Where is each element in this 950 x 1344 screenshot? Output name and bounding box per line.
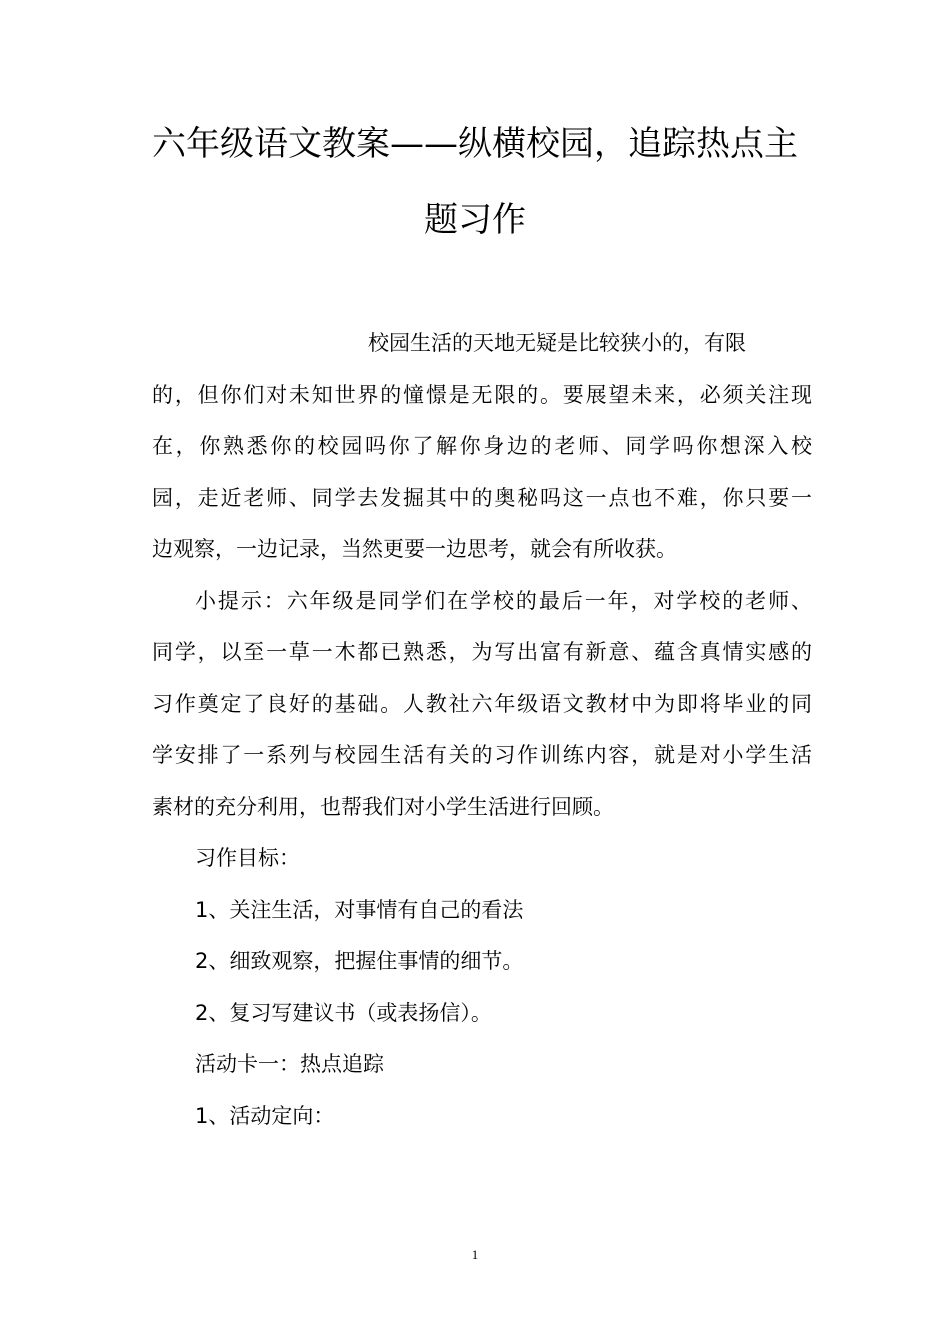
activity-heading: 活动卡一：热点追踪	[195, 1052, 384, 1076]
paragraph-line: 边观察，一边记录，当然更要一边思考，就会有所收获。	[152, 537, 677, 561]
paragraph-line: 同学，以至一草一木都已熟悉，为写出富有新意、蕴含真情实感的	[152, 640, 812, 664]
goal-item: 1、关注生活，对事情有自己的看法	[195, 897, 524, 922]
activity-item: 1、活动定向：	[195, 1103, 335, 1128]
goals-heading: 习作目标：	[195, 846, 300, 870]
paragraph-line: 在，你熟悉你的校园吗你了解你身边的老师、同学吗你想深入校	[152, 434, 812, 458]
paragraph-line: 小提示：六年级是同学们在学校的最后一年，对学校的老师、	[195, 588, 812, 613]
goal-item: 2、复习写建议书（或表扬信）。	[195, 1000, 492, 1025]
paragraph-intro	[152, 318, 812, 576]
paragraph-line: 学安排了一系列与校园生活有关的习作训练内容，就是对小学生活	[152, 743, 812, 767]
goal-item: 2、细致观察，把握住事情的细节。	[195, 949, 524, 973]
document-title-line-1: 六年级语文教案——纵横校园，追踪热点主	[152, 124, 798, 164]
document-title-line-2: 题习作	[424, 200, 526, 240]
paragraph-line: 习作奠定了良好的基础。人教社六年级语文教材中为即将毕业的同	[152, 691, 812, 716]
paragraph-line: 的，但你们对未知世界的憧憬是无限的。要展望未来，必须关注现	[152, 382, 812, 407]
paragraph-tip	[152, 576, 812, 834]
document-body	[152, 318, 812, 1142]
paragraph-line: 园，走近老师、同学去发掘其中的奥秘吗这一点也不难，你只要一	[152, 485, 812, 510]
page-number: 1	[471, 1247, 479, 1262]
paragraph-line: 素材的充分利用，也帮我们对小学生活进行回顾。	[152, 794, 614, 819]
paragraph-line: 校园生活的天地无疑是比较狭小的，有限	[368, 331, 746, 355]
